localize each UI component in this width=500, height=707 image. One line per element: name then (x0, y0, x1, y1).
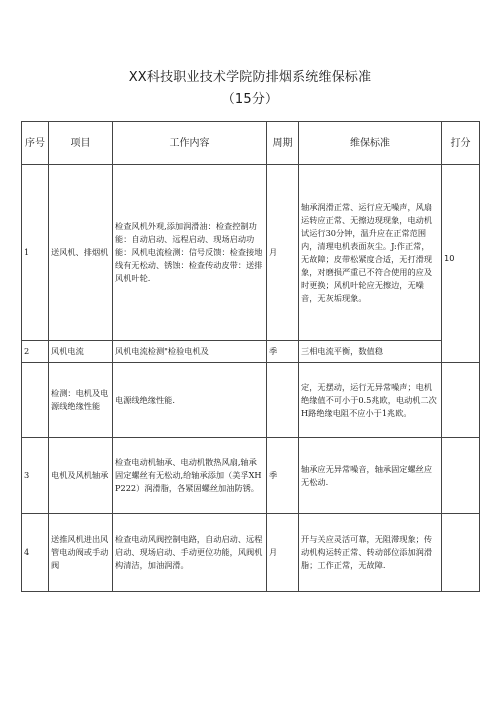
cell-standard: 三相电流平衡，数值稳 (299, 341, 442, 363)
cell-standard: 轴承润滑正常、运行应无噪声，风扇运转应正常、无擦边现现象，电动机试运行30分钟，温升应在正常范围内，清理电机表面灰尘。J:作正常，无故障；皮带松紧度合适，无打滑现象，对磨损严重已不符合使用的应及时更换；风机叶轮应无擦边，无噪音，无灰垢现象。 (299, 165, 442, 341)
table-header-row (22, 122, 480, 165)
cell-content: 检查电动风阀控制电路，自动启动、远程启动、现场启动、手动更位功能，风阀机构清洁，加油润滑。 (113, 514, 267, 592)
maintenance-table (21, 121, 480, 592)
cell-no (22, 363, 49, 438)
cell-content: 风机电流检测"检验电机及 (113, 341, 267, 363)
cell-content: 电源线绝缘性能. (113, 363, 267, 438)
cell-item: 送推风机进出风管电动阀或手动阀 (49, 514, 113, 592)
header-cell-cycle: 周期 (267, 122, 299, 165)
cell-no: 3 (22, 438, 49, 514)
cell-standard: 开与关应灵活可靠，无阻滞现象；传动机构运转正常、转动部位添加润滑脂；工作正常，无故障. (299, 514, 442, 592)
cell-score (442, 514, 480, 592)
cell-cycle: 月 (267, 514, 299, 592)
table-row (22, 438, 480, 514)
cell-item: 检测：电机及电源线绝缘性能 (49, 363, 113, 438)
cell-standard: 轴承应无异常噪音，轴承固定螺丝应无松动. (299, 438, 442, 514)
page-title: XX科技职业技术学院防排烟系统维保标准 (128, 70, 372, 85)
cell-content: 检查电动机轴承、电动机散热风扇,轴承固定螺丝有无松动,给轴承添加（美孚XHP222）润滑脂，各紧固螺丝加油防锈。 (113, 438, 267, 514)
cell-no: 1 (22, 165, 49, 341)
table-row (22, 341, 480, 363)
table-row (22, 165, 480, 341)
cell-item: 送风机、排烟机 (49, 165, 113, 341)
cell-score (442, 438, 480, 514)
cell-item: 风机电流 (49, 341, 113, 363)
header-cell-score: 打分 (442, 122, 480, 165)
cell-cycle: 季 (267, 438, 299, 514)
cell-no: 2 (22, 341, 49, 363)
cell-content: 检查风机外观,添加润滑油：检查控制功能：自动启动、远程启动、现场启动功能：风机电流检测：信号反馈：检查接地线有无松动、锈蚀：检查传动皮带：送排风机叶轮. (113, 165, 267, 341)
header-cell-item: 项目 (49, 122, 113, 165)
cell-cycle (267, 363, 299, 438)
cell-item: 电机及风机轴承 (49, 438, 113, 514)
table-row (22, 514, 480, 592)
cell-score (442, 363, 480, 438)
cell-no: 4 (22, 514, 49, 592)
header-cell-standard: 维保标准 (299, 122, 442, 165)
table-row (22, 363, 480, 438)
cell-cycle: 月 (267, 165, 299, 341)
cell-standard: 定，无摆动，运行无异常噪声；电机绝缘值不可小于0.5兆欧，电动机二次H路绝缘电阻不应小于1兆欧。 (299, 363, 442, 438)
cell-cycle: 季 (267, 341, 299, 363)
page-subtitle: （15分） (221, 92, 279, 107)
cell-score: 10 (442, 165, 480, 363)
header-cell-no: 序号 (22, 122, 49, 165)
header-cell-content: 工作内容 (113, 122, 267, 165)
